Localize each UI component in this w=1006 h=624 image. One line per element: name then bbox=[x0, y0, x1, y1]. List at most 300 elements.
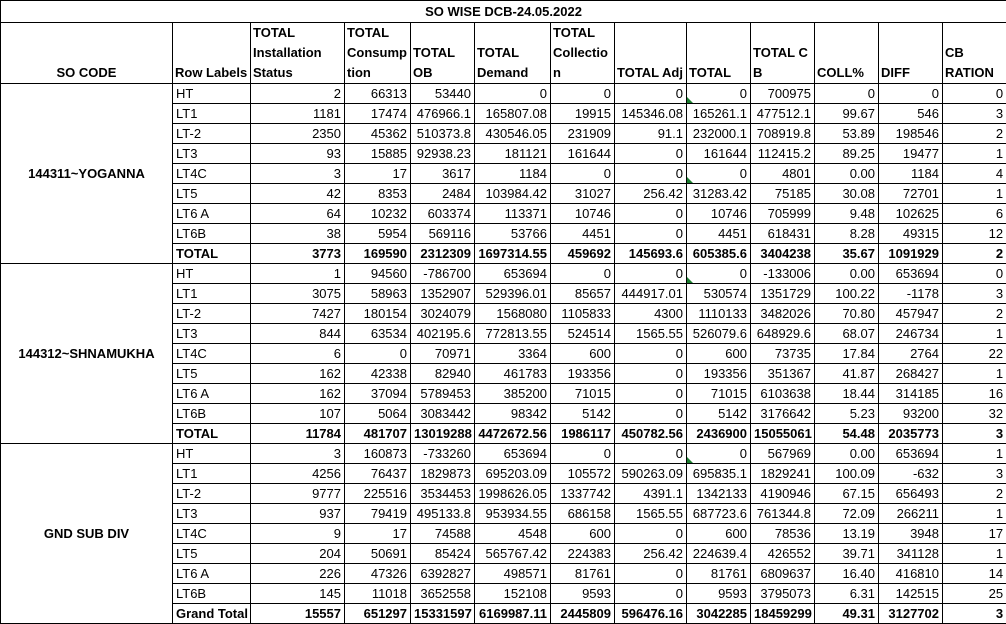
column-header bbox=[475, 23, 551, 84]
value-cell: 0 bbox=[615, 224, 687, 244]
value-cell: 351367 bbox=[751, 364, 815, 384]
column-header bbox=[751, 23, 815, 84]
title-row bbox=[1, 1, 1006, 23]
value-cell: 11018 bbox=[345, 584, 411, 604]
value-cell: 3 bbox=[943, 464, 1006, 484]
value-cell: 3795073 bbox=[751, 584, 815, 604]
value-cell: 0 bbox=[615, 564, 687, 584]
value-cell: 11784 bbox=[251, 424, 345, 444]
column-header bbox=[251, 23, 345, 84]
value-cell: 476966.1 bbox=[411, 104, 475, 124]
value-cell: 0 bbox=[879, 84, 943, 104]
header-row bbox=[1, 23, 1006, 84]
value-cell: 17 bbox=[345, 524, 411, 544]
value-cell: 4548 bbox=[475, 524, 551, 544]
value-cell: 600 bbox=[551, 344, 615, 364]
value-cell: 510373.8 bbox=[411, 124, 475, 144]
value-cell: 953934.55 bbox=[475, 504, 551, 524]
value-cell: 70971 bbox=[411, 344, 475, 364]
value-cell: 1 bbox=[943, 144, 1006, 164]
value-cell: 1110133 bbox=[687, 304, 751, 324]
value-cell: 107 bbox=[251, 404, 345, 424]
value-cell: 3024079 bbox=[411, 304, 475, 324]
value-cell: 0 bbox=[475, 84, 551, 104]
value-cell: 2035773 bbox=[879, 424, 943, 444]
value-cell: 0 bbox=[615, 164, 687, 184]
so-code-cell: GND SUB DIV bbox=[1, 444, 173, 624]
value-cell: 1091929 bbox=[879, 244, 943, 264]
value-cell: 58963 bbox=[345, 284, 411, 304]
value-cell: 68.07 bbox=[815, 324, 879, 344]
header-line: tion bbox=[347, 63, 408, 83]
value-cell: 2 bbox=[943, 244, 1006, 264]
value-cell: 89.25 bbox=[815, 144, 879, 164]
value-cell: 477512.1 bbox=[751, 104, 815, 124]
value-cell: 0 bbox=[615, 204, 687, 224]
value-cell: 145693.6 bbox=[615, 244, 687, 264]
value-cell: 113371 bbox=[475, 204, 551, 224]
value-cell: 5.23 bbox=[815, 404, 879, 424]
value-cell: 653694 bbox=[879, 444, 943, 464]
value-cell: 402195.6 bbox=[411, 324, 475, 344]
value-cell: 7427 bbox=[251, 304, 345, 324]
value-cell: 180154 bbox=[345, 304, 411, 324]
so-code-cell: 144311~YOGANNA bbox=[1, 84, 173, 264]
value-cell: 3364 bbox=[475, 344, 551, 364]
value-cell: 2 bbox=[943, 304, 1006, 324]
so-code-cell: 144312~SHNAMUKHA bbox=[1, 264, 173, 444]
value-cell: 71015 bbox=[687, 384, 751, 404]
value-cell: 695203.09 bbox=[475, 464, 551, 484]
row-label-cell: LT4C bbox=[173, 164, 251, 184]
value-cell: 73735 bbox=[751, 344, 815, 364]
row-label-cell: LT-2 bbox=[173, 484, 251, 504]
value-cell: 1337742 bbox=[551, 484, 615, 504]
header-line: COLL% bbox=[817, 63, 876, 83]
value-cell: 169590 bbox=[345, 244, 411, 264]
column-header bbox=[411, 23, 475, 84]
value-cell: 162 bbox=[251, 384, 345, 404]
row-label-cell: LT6B bbox=[173, 224, 251, 244]
value-cell: 53766 bbox=[475, 224, 551, 244]
header-line: TOTAL bbox=[347, 23, 408, 43]
value-cell: 700975 bbox=[751, 84, 815, 104]
value-cell: 0 bbox=[943, 264, 1006, 284]
value-cell: 193356 bbox=[687, 364, 751, 384]
value-cell: 82940 bbox=[411, 364, 475, 384]
value-cell: 224383 bbox=[551, 544, 615, 564]
header-line: n bbox=[553, 63, 612, 83]
value-cell: 231909 bbox=[551, 124, 615, 144]
row-label-cell: HT bbox=[173, 264, 251, 284]
column-header bbox=[345, 23, 411, 84]
row-label-cell: LT4C bbox=[173, 524, 251, 544]
value-cell: 565767.42 bbox=[475, 544, 551, 564]
value-cell: 17.84 bbox=[815, 344, 879, 364]
value-cell: 5142 bbox=[687, 404, 751, 424]
value-cell: 268427 bbox=[879, 364, 943, 384]
value-cell: 9777 bbox=[251, 484, 345, 504]
value-cell: 10746 bbox=[687, 204, 751, 224]
value-cell: 165807.08 bbox=[475, 104, 551, 124]
value-cell: 246734 bbox=[879, 324, 943, 344]
value-cell: 54.48 bbox=[815, 424, 879, 444]
header-line: SO CODE bbox=[3, 63, 170, 83]
value-cell: 70.80 bbox=[815, 304, 879, 324]
value-cell: 6103638 bbox=[751, 384, 815, 404]
value-cell: 193356 bbox=[551, 364, 615, 384]
value-cell: 1 bbox=[943, 324, 1006, 344]
value-cell: 4256 bbox=[251, 464, 345, 484]
value-cell: 13.19 bbox=[815, 524, 879, 544]
row-label-cell: HT bbox=[173, 444, 251, 464]
value-cell: 75185 bbox=[751, 184, 815, 204]
value-cell: 105572 bbox=[551, 464, 615, 484]
value-cell: 590263.09 bbox=[615, 464, 687, 484]
value-cell: 145346.08 bbox=[615, 104, 687, 124]
value-cell: 67.15 bbox=[815, 484, 879, 504]
value-cell: 204 bbox=[251, 544, 345, 564]
value-cell: 9593 bbox=[687, 584, 751, 604]
value-cell: 4472672.56 bbox=[475, 424, 551, 444]
row-label-cell: LT1 bbox=[173, 284, 251, 304]
value-cell: 1 bbox=[251, 264, 345, 284]
value-cell: 772813.55 bbox=[475, 324, 551, 344]
row-label-cell: TOTAL bbox=[173, 424, 251, 444]
value-cell: 9.48 bbox=[815, 204, 879, 224]
value-cell: 1 bbox=[943, 444, 1006, 464]
value-cell: 16 bbox=[943, 384, 1006, 404]
value-cell: 142515 bbox=[879, 584, 943, 604]
value-cell: 94560 bbox=[345, 264, 411, 284]
value-cell: 66313 bbox=[345, 84, 411, 104]
value-cell: 6 bbox=[943, 204, 1006, 224]
value-cell: 162 bbox=[251, 364, 345, 384]
value-cell: 72.09 bbox=[815, 504, 879, 524]
value-cell: 3404238 bbox=[751, 244, 815, 264]
value-cell: 495133.8 bbox=[411, 504, 475, 524]
value-cell: 22 bbox=[943, 344, 1006, 364]
value-cell: 49.31 bbox=[815, 604, 879, 624]
value-cell: 78536 bbox=[751, 524, 815, 544]
value-cell: 266211 bbox=[879, 504, 943, 524]
value-cell: 1352907 bbox=[411, 284, 475, 304]
header-line: TOTAL bbox=[477, 43, 548, 63]
value-cell: 600 bbox=[687, 344, 751, 364]
value-cell: 1568080 bbox=[475, 304, 551, 324]
value-cell: -786700 bbox=[411, 264, 475, 284]
value-cell: 3 bbox=[251, 164, 345, 184]
value-cell: 42338 bbox=[345, 364, 411, 384]
value-cell: 13019288 bbox=[411, 424, 475, 444]
value-cell: 103984.42 bbox=[475, 184, 551, 204]
value-cell: 546 bbox=[879, 104, 943, 124]
value-cell: 112415.2 bbox=[751, 144, 815, 164]
value-cell: 92938.23 bbox=[411, 144, 475, 164]
value-cell: 444917.01 bbox=[615, 284, 687, 304]
row-label-cell: LT6B bbox=[173, 404, 251, 424]
value-cell: 39.71 bbox=[815, 544, 879, 564]
value-cell: 0 bbox=[615, 264, 687, 284]
row-label-cell: HT bbox=[173, 84, 251, 104]
table-row bbox=[1, 264, 1006, 284]
value-cell: 165261.1 bbox=[687, 104, 751, 124]
value-cell: 1829241 bbox=[751, 464, 815, 484]
value-cell: 0 bbox=[687, 264, 751, 284]
value-cell: 6392827 bbox=[411, 564, 475, 584]
value-cell: -133006 bbox=[751, 264, 815, 284]
value-cell: 93200 bbox=[879, 404, 943, 424]
value-cell: 3 bbox=[251, 444, 345, 464]
value-cell: 426552 bbox=[751, 544, 815, 564]
value-cell: 0.00 bbox=[815, 444, 879, 464]
value-cell: 5789453 bbox=[411, 384, 475, 404]
value-cell: -632 bbox=[879, 464, 943, 484]
value-cell: 35.67 bbox=[815, 244, 879, 264]
value-cell: 3042285 bbox=[687, 604, 751, 624]
value-cell: 145 bbox=[251, 584, 345, 604]
row-label-cell: LT3 bbox=[173, 504, 251, 524]
value-cell: 93 bbox=[251, 144, 345, 164]
sheet-title: SO WISE DCB-24.05.2022 bbox=[1, 1, 1006, 23]
value-cell: 5064 bbox=[345, 404, 411, 424]
value-cell: 3652558 bbox=[411, 584, 475, 604]
value-cell: 9 bbox=[251, 524, 345, 544]
value-cell: 600 bbox=[687, 524, 751, 544]
value-cell: 0 bbox=[615, 384, 687, 404]
value-cell: 15557 bbox=[251, 604, 345, 624]
value-cell: 74588 bbox=[411, 524, 475, 544]
value-cell: 416810 bbox=[879, 564, 943, 584]
value-cell: 91.1 bbox=[615, 124, 687, 144]
value-cell: 72701 bbox=[879, 184, 943, 204]
header-line: TOTAL bbox=[553, 23, 612, 43]
row-label-cell: Grand Total bbox=[173, 604, 251, 624]
value-cell: 31027 bbox=[551, 184, 615, 204]
value-cell: 3617 bbox=[411, 164, 475, 184]
value-cell: 79419 bbox=[345, 504, 411, 524]
value-cell: 1 bbox=[943, 364, 1006, 384]
value-cell: 4190946 bbox=[751, 484, 815, 504]
value-cell: 530574 bbox=[687, 284, 751, 304]
row-label-cell: LT1 bbox=[173, 104, 251, 124]
value-cell: 41.87 bbox=[815, 364, 879, 384]
row-label-cell: LT6 A bbox=[173, 564, 251, 584]
header-line: CB bbox=[945, 43, 1004, 63]
value-cell: 526079.6 bbox=[687, 324, 751, 344]
header-line: TOTAL bbox=[413, 43, 472, 63]
value-cell: 653694 bbox=[475, 444, 551, 464]
column-header bbox=[615, 23, 687, 84]
value-cell: 0 bbox=[815, 84, 879, 104]
value-cell: 937 bbox=[251, 504, 345, 524]
value-cell: 0 bbox=[615, 364, 687, 384]
value-cell: 0 bbox=[943, 84, 1006, 104]
column-header bbox=[943, 23, 1006, 84]
header-line: TOTAL bbox=[689, 63, 748, 83]
value-cell: 1565.55 bbox=[615, 324, 687, 344]
header-line: Demand bbox=[477, 63, 548, 83]
value-cell: 524514 bbox=[551, 324, 615, 344]
column-header bbox=[1, 23, 173, 84]
value-cell: 1829873 bbox=[411, 464, 475, 484]
value-cell: 656493 bbox=[879, 484, 943, 504]
value-cell: 2350 bbox=[251, 124, 345, 144]
value-cell: 0 bbox=[551, 444, 615, 464]
value-cell: 529396.01 bbox=[475, 284, 551, 304]
value-cell: 600 bbox=[551, 524, 615, 544]
value-cell: 0 bbox=[551, 264, 615, 284]
value-cell: 224639.4 bbox=[687, 544, 751, 564]
header-line: OB bbox=[413, 63, 472, 83]
value-cell: 459692 bbox=[551, 244, 615, 264]
header-line: TOTAL CB bbox=[753, 43, 812, 83]
value-cell: 160873 bbox=[345, 444, 411, 464]
value-cell: 53.89 bbox=[815, 124, 879, 144]
value-cell: 653694 bbox=[475, 264, 551, 284]
value-cell: 761344.8 bbox=[751, 504, 815, 524]
value-cell: 1 bbox=[943, 544, 1006, 564]
value-cell: 498571 bbox=[475, 564, 551, 584]
value-cell: 430546.05 bbox=[475, 124, 551, 144]
value-cell: 71015 bbox=[551, 384, 615, 404]
value-cell: 0 bbox=[615, 584, 687, 604]
value-cell: 844 bbox=[251, 324, 345, 344]
value-cell: 18.44 bbox=[815, 384, 879, 404]
value-cell: 618431 bbox=[751, 224, 815, 244]
value-cell: 341128 bbox=[879, 544, 943, 564]
value-cell: 53440 bbox=[411, 84, 475, 104]
column-header bbox=[551, 23, 615, 84]
value-cell: 49315 bbox=[879, 224, 943, 244]
value-cell: 0.00 bbox=[815, 164, 879, 184]
value-cell: 695835.1 bbox=[687, 464, 751, 484]
row-label-cell: LT3 bbox=[173, 144, 251, 164]
value-cell: 4 bbox=[943, 164, 1006, 184]
value-cell: 605385.6 bbox=[687, 244, 751, 264]
value-cell: 181121 bbox=[475, 144, 551, 164]
value-cell: 385200 bbox=[475, 384, 551, 404]
value-cell: 17474 bbox=[345, 104, 411, 124]
value-cell: 9593 bbox=[551, 584, 615, 604]
value-cell: 1342133 bbox=[687, 484, 751, 504]
value-cell: 17 bbox=[943, 524, 1006, 544]
row-label-cell: LT4C bbox=[173, 344, 251, 364]
value-cell: 0 bbox=[551, 84, 615, 104]
value-cell: 6 bbox=[251, 344, 345, 364]
value-cell: 2 bbox=[251, 84, 345, 104]
value-cell: 1 bbox=[943, 504, 1006, 524]
value-cell: 603374 bbox=[411, 204, 475, 224]
value-cell: 1697314.55 bbox=[475, 244, 551, 264]
value-cell: 457947 bbox=[879, 304, 943, 324]
value-cell: 98342 bbox=[475, 404, 551, 424]
value-cell: 481707 bbox=[345, 424, 411, 444]
value-cell: 651297 bbox=[345, 604, 411, 624]
value-cell: 8353 bbox=[345, 184, 411, 204]
value-cell: 567969 bbox=[751, 444, 815, 464]
value-cell: 2312309 bbox=[411, 244, 475, 264]
value-cell: 15331597 bbox=[411, 604, 475, 624]
value-cell: 50691 bbox=[345, 544, 411, 564]
row-label-cell: LT5 bbox=[173, 184, 251, 204]
header-line: TOTAL Adj bbox=[617, 63, 684, 83]
header-line: Status bbox=[253, 63, 342, 83]
value-cell: 3482026 bbox=[751, 304, 815, 324]
value-cell: 1184 bbox=[475, 164, 551, 184]
row-label-cell: LT3 bbox=[173, 324, 251, 344]
value-cell: -733260 bbox=[411, 444, 475, 464]
value-cell: 5142 bbox=[551, 404, 615, 424]
value-cell: 152108 bbox=[475, 584, 551, 604]
value-cell: 0 bbox=[345, 344, 411, 364]
value-cell: 14 bbox=[943, 564, 1006, 584]
value-cell: 30.08 bbox=[815, 184, 879, 204]
value-cell: 3 bbox=[943, 104, 1006, 124]
row-label-cell: LT6B bbox=[173, 584, 251, 604]
value-cell: 8.28 bbox=[815, 224, 879, 244]
row-label-cell: LT5 bbox=[173, 364, 251, 384]
value-cell: 1565.55 bbox=[615, 504, 687, 524]
row-label-cell: LT6 A bbox=[173, 204, 251, 224]
value-cell: 63534 bbox=[345, 324, 411, 344]
value-cell: 0 bbox=[615, 344, 687, 364]
value-cell: 4451 bbox=[551, 224, 615, 244]
value-cell: 19477 bbox=[879, 144, 943, 164]
value-cell: 85424 bbox=[411, 544, 475, 564]
value-cell: 12 bbox=[943, 224, 1006, 244]
value-cell: 3127702 bbox=[879, 604, 943, 624]
value-cell: 99.67 bbox=[815, 104, 879, 124]
value-cell: 232000.1 bbox=[687, 124, 751, 144]
value-cell: 3 bbox=[943, 284, 1006, 304]
row-label-cell: LT6 A bbox=[173, 384, 251, 404]
value-cell: 3 bbox=[943, 604, 1006, 624]
header-line: Row Labels bbox=[175, 63, 248, 83]
value-cell: 2 bbox=[943, 484, 1006, 504]
value-cell: 461783 bbox=[475, 364, 551, 384]
row-label-cell: TOTAL bbox=[173, 244, 251, 264]
value-cell: 15885 bbox=[345, 144, 411, 164]
value-cell: 16.40 bbox=[815, 564, 879, 584]
value-cell: 19915 bbox=[551, 104, 615, 124]
value-cell: 100.22 bbox=[815, 284, 879, 304]
value-cell: 708919.8 bbox=[751, 124, 815, 144]
value-cell: 314185 bbox=[879, 384, 943, 404]
value-cell: 102625 bbox=[879, 204, 943, 224]
value-cell: 0 bbox=[687, 84, 751, 104]
value-cell: 2 bbox=[943, 124, 1006, 144]
value-cell: 4391.1 bbox=[615, 484, 687, 504]
value-cell: 4801 bbox=[751, 164, 815, 184]
column-header bbox=[879, 23, 943, 84]
value-cell: 2764 bbox=[879, 344, 943, 364]
value-cell: 198546 bbox=[879, 124, 943, 144]
value-cell: 64 bbox=[251, 204, 345, 224]
value-cell: 1351729 bbox=[751, 284, 815, 304]
value-cell: 3083442 bbox=[411, 404, 475, 424]
value-cell: 3 bbox=[943, 424, 1006, 444]
value-cell: 5954 bbox=[345, 224, 411, 244]
column-header bbox=[173, 23, 251, 84]
value-cell: 0 bbox=[615, 444, 687, 464]
value-cell: 2445809 bbox=[551, 604, 615, 624]
value-cell: 1 bbox=[943, 184, 1006, 204]
value-cell: 37094 bbox=[345, 384, 411, 404]
value-cell: 1986117 bbox=[551, 424, 615, 444]
value-cell: 10232 bbox=[345, 204, 411, 224]
value-cell: 4451 bbox=[687, 224, 751, 244]
